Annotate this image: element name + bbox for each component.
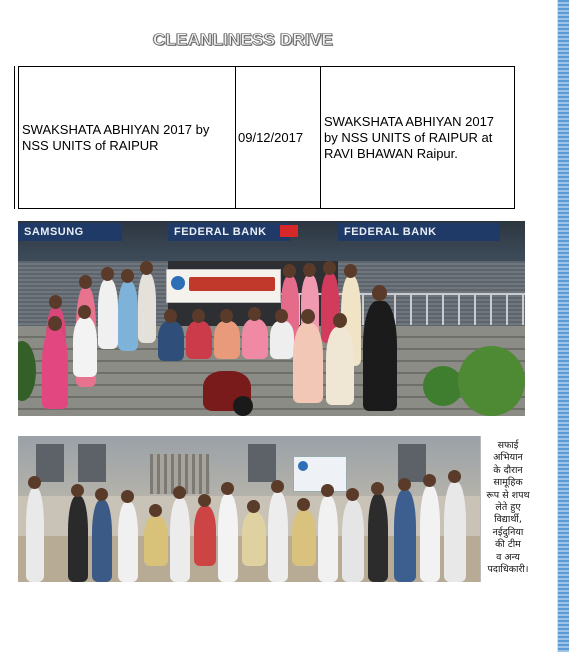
person-head (448, 470, 461, 483)
bank-sign: FEDERAL BANK (168, 223, 290, 241)
person-head (49, 295, 62, 309)
person (326, 327, 354, 405)
person-head (28, 476, 41, 489)
person-head (198, 494, 211, 507)
person-head (372, 285, 387, 301)
description-cell: SWAKSHATA ABHIYAN 2017 by NSS UNITS of RAIPUR at RAVI BHAWAN Raipur. (321, 67, 515, 209)
window (248, 444, 276, 482)
program-cell: SWAKSHATA ABHIYAN 2017 by NSS UNITS of RAIPUR (19, 67, 236, 209)
person-head (333, 313, 347, 328)
person (214, 321, 240, 359)
plant (423, 366, 463, 406)
person-head (371, 482, 384, 495)
photo-group-on-steps (18, 221, 525, 416)
person-head (221, 482, 234, 495)
person (144, 516, 168, 566)
person-head (297, 498, 310, 511)
person-head (275, 309, 288, 323)
person-head (220, 309, 233, 323)
person (26, 488, 44, 582)
campaign-banner (293, 456, 347, 492)
person-head (95, 488, 108, 501)
person (242, 512, 266, 566)
plant (458, 346, 525, 416)
person (118, 502, 138, 582)
window (398, 444, 426, 482)
person-head (121, 269, 134, 283)
newspaper-caption: सफाई अभियान के दौरान सामूहिक रूप से शपथ लेते हुए विद्यार्थी, नईदुनिया की टीम व अन्य पदाधिकारी। (480, 436, 535, 582)
photo-newspaper-clipping (18, 436, 535, 582)
person-head (164, 309, 177, 323)
logo-icon (298, 461, 308, 471)
person (186, 321, 212, 359)
person (158, 321, 184, 361)
person (68, 496, 88, 582)
person (270, 321, 294, 359)
person-head (423, 474, 436, 487)
person (170, 498, 190, 582)
person (118, 281, 138, 351)
person-head (271, 480, 284, 493)
person-head (321, 484, 334, 497)
logo-icon (171, 276, 185, 290)
person-head (301, 309, 315, 324)
side-stripe-edge (557, 0, 558, 652)
decorative-side-stripe (558, 0, 569, 652)
person-head (247, 500, 260, 513)
person-head (303, 263, 316, 277)
person-head (101, 267, 114, 281)
person (268, 492, 288, 582)
person-head (79, 275, 92, 289)
person-head (173, 486, 186, 499)
campaign-banner (166, 269, 281, 303)
person (138, 273, 156, 343)
banner-lettering (189, 277, 275, 291)
window (78, 444, 106, 482)
bank-sign: FEDERAL BANK (338, 223, 500, 241)
person-head (283, 264, 296, 278)
person-head (149, 504, 162, 517)
person (420, 486, 440, 582)
window (36, 444, 64, 482)
person-head (121, 490, 134, 503)
person (194, 506, 216, 566)
activity-table (18, 66, 515, 209)
person (318, 496, 338, 582)
atm-sign (280, 225, 298, 237)
scooter-wheel (233, 396, 253, 416)
person (368, 494, 388, 582)
person (92, 500, 112, 582)
person-head (398, 478, 411, 491)
person-head (71, 484, 84, 497)
date-cell: 09/12/2017 (236, 67, 321, 209)
person (218, 494, 238, 582)
person (98, 279, 118, 349)
page-title: CLEANLINESS DRIVE (152, 30, 334, 49)
person-head (346, 488, 359, 501)
table-row (19, 67, 515, 209)
person (73, 317, 97, 377)
person (394, 490, 416, 582)
shop-sign: SAMSUNG (18, 223, 122, 241)
person (363, 301, 397, 411)
person (242, 319, 268, 359)
person-head (323, 261, 336, 275)
person-head (192, 309, 205, 323)
person-head (344, 264, 357, 278)
person (42, 329, 68, 409)
person (293, 323, 323, 403)
person (444, 482, 466, 582)
person-head (248, 307, 261, 321)
person-head (78, 305, 91, 319)
person-head (140, 261, 153, 275)
person (292, 510, 316, 566)
person-head (48, 316, 62, 331)
person (342, 500, 364, 582)
